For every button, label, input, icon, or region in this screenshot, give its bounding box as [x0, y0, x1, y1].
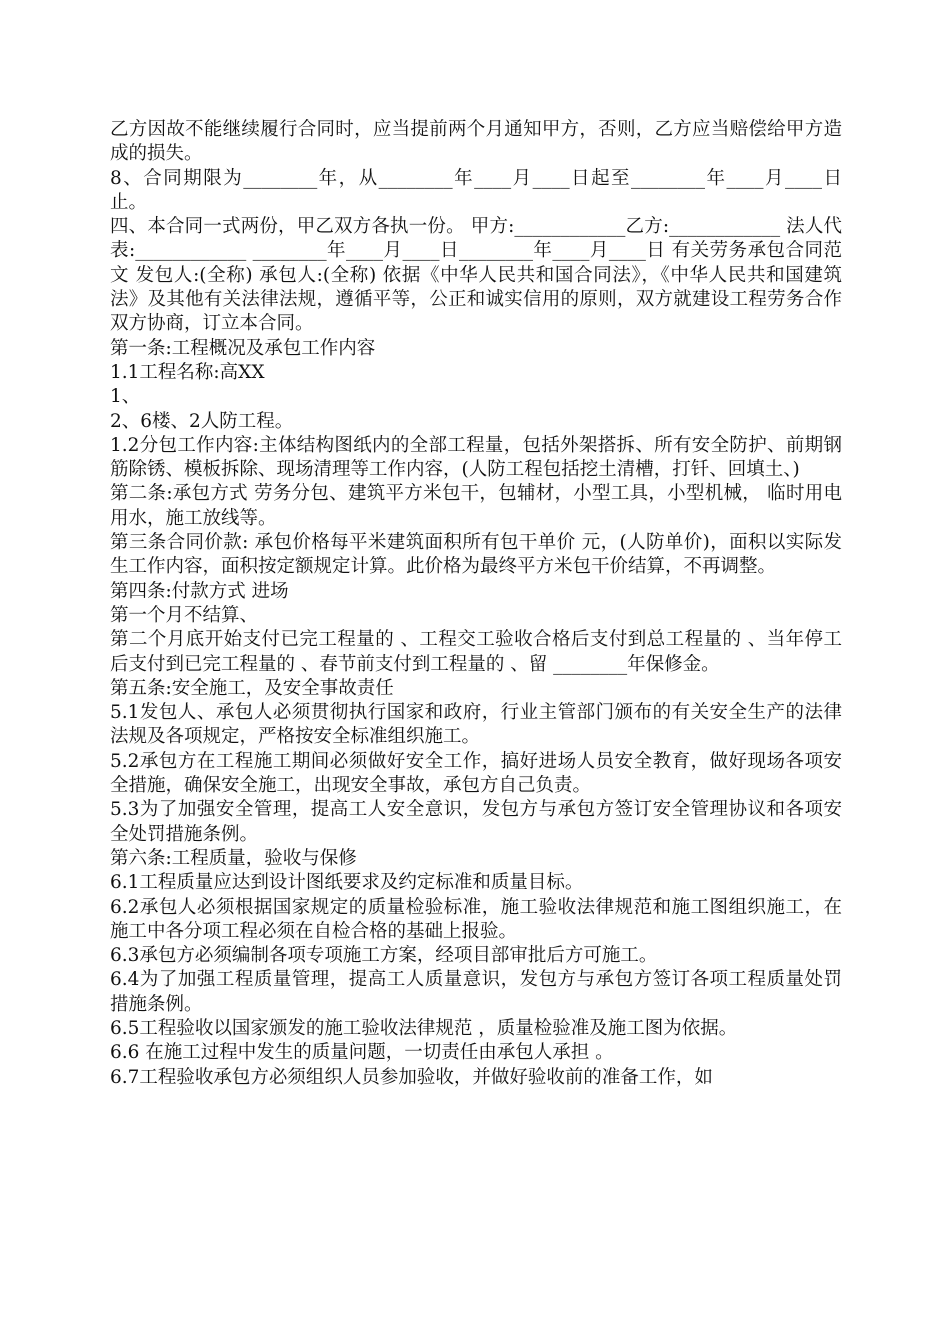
- paragraph-item-2: 2、6楼、2人防工程。: [110, 410, 294, 432]
- paragraph-contract-term: 8、合同期限为________年，从________年____月____日起至________年____月____日止。: [110, 167, 842, 213]
- paragraph-copies-and-signatures: 四、本合同一式两份，甲乙双方各执一份。 甲方:____________乙方:____________ 法人代表:____________ ________年____月____日________年____月____日 有关劳务承包合同范文 发包人:(全称) 承包人:(全称) 依据《中华人民共和国合同法》，《中华人民共和国建筑法》及其他有关法律法规，遵循平等，公正和诚实信用的原则，双方就建设工程劳务合作双方协商，订立本合同。: [110, 216, 842, 335]
- heading-article-5: 第五条:安全施工，及安全事故责任: [110, 677, 394, 699]
- heading-article-6: 第六条:工程质量，验收与保修: [110, 847, 357, 869]
- paragraph-payment-schedule: 第二个月底开始支付已完工程量的 、工程交工验收合格后支付到总工程量的 、当年停工后支付到已完工程量的 、春节前支付到工程量的 、留 ________年保修金。: [110, 629, 842, 675]
- paragraph-safety-5-1: 5.1发包人、承包人必须贯彻执行国家和政府，行业主管部门颁布的有关安全生产的法律法规及各项规定，严格按安全标准组织施工。: [110, 702, 842, 748]
- paragraph-safety-5-2: 5.2承包方在工程施工期间必须做好安全工作，搞好进场人员安全教育，做好现场各项安全措施，确保安全施工，出现安全事故，承包方自己负责。: [110, 750, 842, 797]
- paragraph-breach-notice: 乙方因故不能继续履行合同时，应当提前两个月通知甲方，否则，乙方应当赔偿给甲方造成的损失。: [110, 119, 842, 165]
- paragraph-quality-6-3: 6.3承包方必须编制各项专项施工方案，经项目部审批后方可施工。: [110, 945, 658, 967]
- heading-article-1: 第一条:工程概况及承包工作内容: [110, 337, 376, 359]
- paragraph-work-scope: 1.2分包工作内容:主体结构图纸内的全部工程量，包括外架搭拆、所有安全防护、前期钢筋除锈、模板拆除、现场清理等工作内容，(人防工程包括挖土清槽，打钎、回填土、): [110, 434, 842, 481]
- heading-article-2: 第二条:承包方式 劳务分包、建筑平方米包干，包辅材，小型工具，小型机械， 临时用电用水，施工放线等。: [110, 483, 842, 529]
- heading-article-4: 第四条:付款方式 进场: [110, 580, 289, 602]
- paragraph-safety-5-3: 5.3为了加强安全管理，提高工人安全意识，发包方与承包方签订安全管理协议和各项安全处罚措施条例。: [110, 799, 842, 845]
- paragraph-quality-6-6: 6.6 在施工过程中发生的质量问题，一切责任由承包人承担 。: [110, 1042, 614, 1064]
- paragraph-quality-6-5: 6.5工程验收以国家颁发的施工验收法律规范 ，质量检验准及施工图为依据。: [110, 1017, 738, 1039]
- heading-article-3: 第三条合同价款: 承包价格每平米建筑面积所有包干单价 元，(人防单价)，面积以实际发生工作内容，面积按定额规定计算。此价格为最终平方米包干价结算，不再调整。: [110, 532, 842, 578]
- paragraph-first-month: 第一个月不结算、: [110, 604, 259, 626]
- document-body: [110, 118, 842, 1090]
- paragraph-quality-6-4: 6.4为了加强工程质量管理，提高工人质量意识，发包方与承包方签订各项工程质量处罚措施条例。: [110, 969, 842, 1015]
- paragraph-quality-6-7: 6.7工程验收承包方必须组织人员参加验收，并做好验收前的准备工作，如: [110, 1066, 713, 1088]
- paragraph-quality-6-2: 6.2承包人必须根据国家规定的质量检验标准，施工验收法律规范和施工图组织施工，在施工中各分项工程必须在自检合格的基础上报验。: [110, 896, 842, 942]
- paragraph-project-name: 1.1工程名称:高XX: [110, 361, 265, 383]
- paragraph-item-1: 1、: [110, 386, 141, 408]
- paragraph-quality-6-1: 6.1工程质量应达到设计图纸要求及约定标准和质量目标。: [110, 872, 584, 894]
